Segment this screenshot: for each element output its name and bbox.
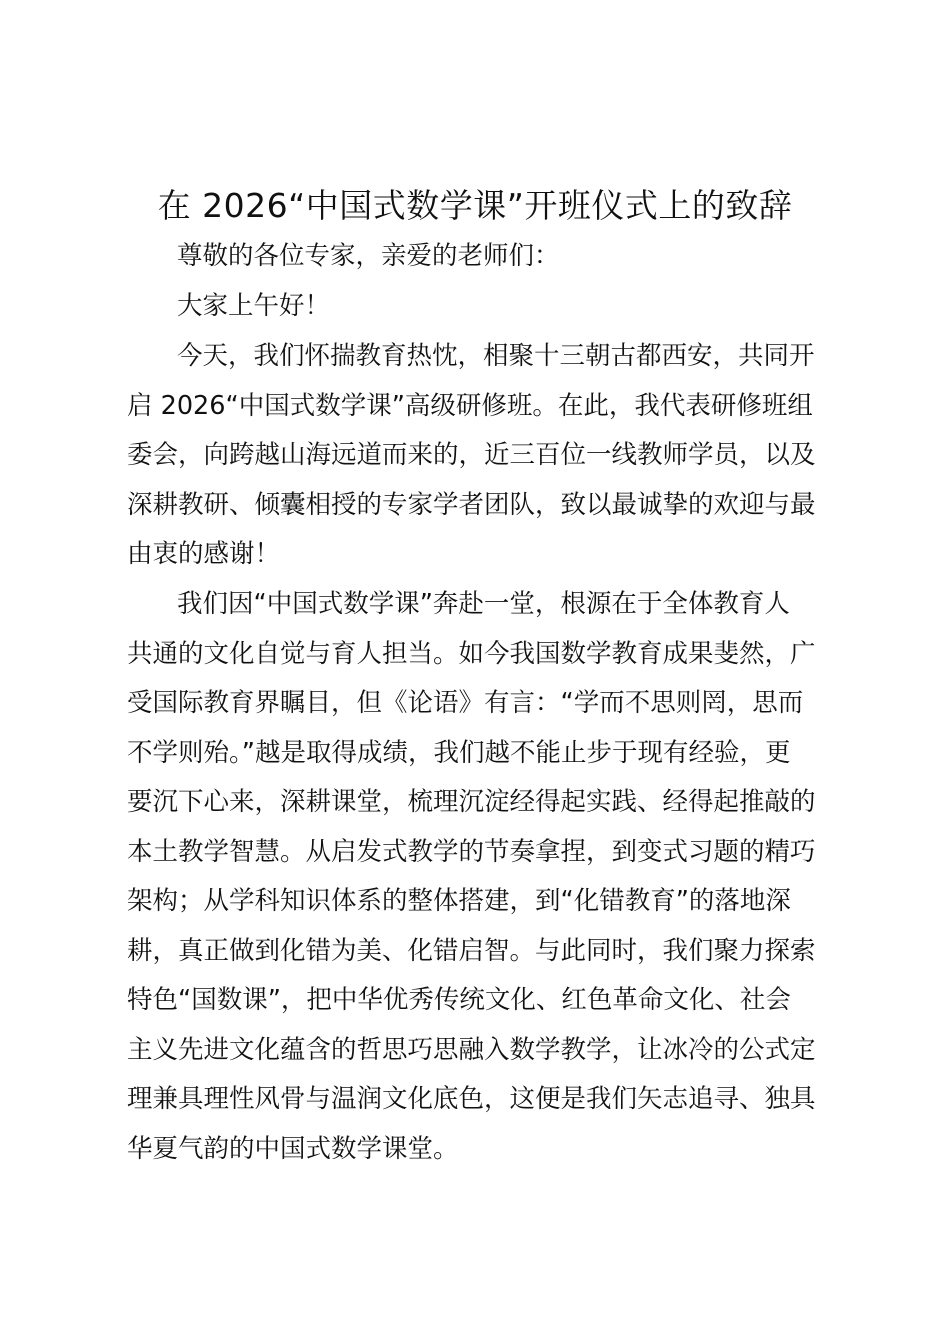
greeting-line: 大家上午好！ (177, 291, 331, 321)
paragraph2-line-3: 受国际教育界瞩目，但《论语》有言：“学而不思则罔，思而 (127, 688, 804, 718)
paragraph1-line-2: 启 2026“中国式数学课”高级研修班。在此，我代表研修班组 (127, 391, 813, 421)
paragraph2-line-7: 架构；从学科知识体系的整体搭建，到“化错教育”的落地深 (127, 886, 791, 916)
paragraph2-line-12: 华夏气韵的中国式数学课堂。 (127, 1134, 459, 1164)
paragraph2-line-6: 本土教学智慧。从启发式教学的节奏拿捏，到变式习题的精巧 (127, 837, 816, 867)
document-title: 在 2026“中国式数学课”开班仪式上的致辞 (157, 186, 793, 225)
paragraph1-line-3: 委会，向跨越山海远道而来的，近三百位一线教师学员，以及 (127, 440, 816, 470)
paragraph1-line-1: 今天，我们怀揣教育热忱，相聚十三朝古都西安，共同开 (177, 341, 815, 371)
paragraph2-line-1: 我们因“中国式数学课”奔赴一堂，根源在于全体教育人 (177, 589, 790, 619)
paragraph1-line-5: 由衷的感谢！ (127, 539, 281, 569)
salutation-line: 尊敬的各位专家，亲爱的老师们： (177, 241, 560, 271)
paragraph2-line-9: 特色“国数课”，把中华优秀传统文化、红色革命文化、社会 (127, 985, 791, 1015)
paragraph2-line-8: 耕，真正做到化错为美、化错启智。与此同时，我们聚力探索 (127, 936, 816, 966)
paragraph2-line-10: 主义先进文化蕴含的哲思巧思融入数学教学，让冰冷的公式定 (127, 1035, 816, 1065)
paragraph1-line-4: 深耕教研、倾囊相授的专家学者团队，致以最诚挚的欢迎与最 (127, 490, 816, 520)
paragraph2-line-2: 共通的文化自觉与育人担当。如今我国数学教育成果斐然，广 (127, 639, 816, 669)
paragraph2-line-4: 不学则殆。”越是取得成绩，我们越不能止步于现有经验，更 (127, 738, 791, 768)
paragraph2-line-5: 要沉下心来，深耕课堂，梳理沉淀经得起实践、经得起推敲的 (127, 787, 816, 817)
paragraph2-line-11: 理兼具理性风骨与温润文化底色，这便是我们矢志追寻、独具 (127, 1084, 816, 1114)
